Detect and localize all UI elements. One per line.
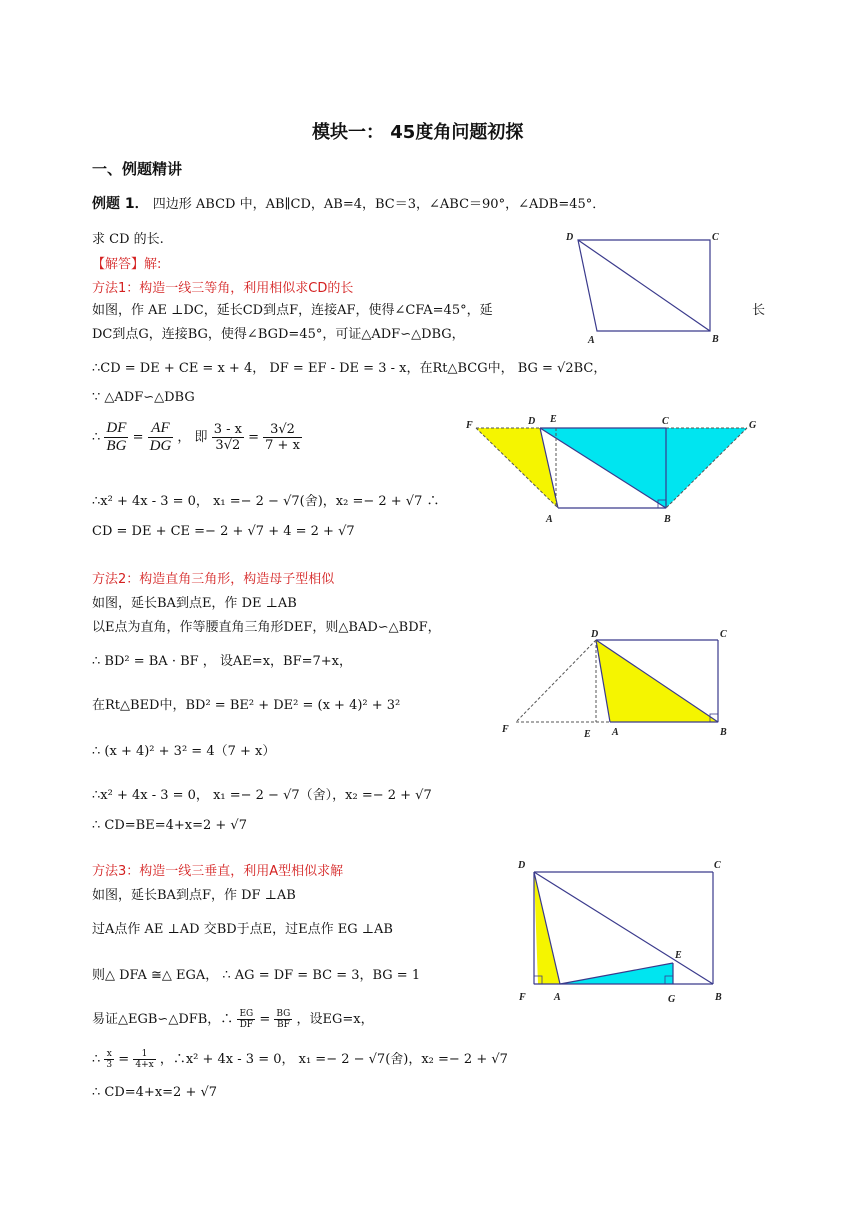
fraction: $\frac{1}{4+x}$: [135, 1049, 154, 1070]
figure-1-trapezoid: [560, 228, 730, 348]
svg-text:D: D: [591, 629, 599, 640]
method1-line3: ∴CD = DE + CE = x + 4， DF = EF - DE = 3 - x，在Rt△BCG中， BG = √2BC，: [92, 361, 607, 376]
method3-heading: 方法3：构造一线三垂直，利用A型相似求解: [92, 864, 344, 879]
fraction: $\frac{EG}{DF}$: [239, 1009, 254, 1030]
method1-line1: 如图，作 AE ⊥DC，延长CD到点F，连接AF，使得∠CFA=45°，延: [92, 303, 493, 318]
section-heading: 一、例题精讲: [92, 160, 183, 178]
method3-line1: 如图，延长BA到点F，作 DF ⊥AB: [92, 888, 296, 903]
svg-text:E: E: [675, 950, 682, 961]
svg-text:B: B: [712, 334, 719, 345]
answer-label: 【解答】解:: [92, 257, 162, 272]
method2-line7: ∴ CD=BE=4+x=2 + √7: [92, 818, 247, 833]
svg-text:A: A: [546, 514, 553, 525]
method2-line5: ∴ (x + 4)² + 3² = 4（7 + x）: [92, 744, 276, 759]
method1-line4: ∵ △ADF∽△DBG: [92, 390, 195, 405]
method2-line3: ∴ BD² = BA · BF ， 设AE=x，BF=7+x，: [92, 654, 352, 669]
svg-text:B: B: [715, 992, 722, 1003]
method1-heading: 方法1：构造一线三等角，利用相似求CD的长: [92, 281, 354, 296]
figure-4-method3: [510, 852, 735, 1012]
svg-text:B: B: [664, 514, 671, 525]
svg-text:E: E: [584, 729, 591, 740]
fraction: $\frac{DF}{BG}$: [106, 420, 127, 454]
method1-line2: DC到点G，连接BG，使得∠BGD=45°，可证△ADF∽△DBG，: [92, 327, 465, 342]
svg-text:F: F: [502, 724, 509, 735]
method3-line2: 过A点作 AE ⊥AD 交BD于点E，过E点作 EG ⊥AB: [92, 922, 393, 937]
figure-2-method1: [462, 412, 772, 527]
example-statement: [92, 193, 605, 213]
svg-text:E: E: [550, 414, 557, 425]
svg-text:A: A: [588, 335, 595, 346]
svg-text:C: C: [720, 629, 727, 640]
method2-line2: 以E点为直角，作等腰直角三角形DEF，则△BAD∽△BDF，: [92, 620, 441, 635]
svg-text:A: A: [612, 727, 619, 738]
figure-3-method2: [498, 625, 738, 745]
svg-text:D: D: [518, 860, 526, 871]
svg-text:C: C: [714, 860, 721, 871]
example-label: 例题 1．: [92, 196, 149, 212]
method2-line1: 如图，延长BA到点E，作 DE ⊥AB: [92, 596, 297, 611]
method1-line7: CD = DE + CE =− 2 + √7 + 4 = 2 + √7: [92, 524, 355, 539]
method1-line1-end: 长: [752, 303, 766, 318]
method3-line6: ∴ CD=4+x=2 + √7: [92, 1085, 218, 1100]
page-title: 模块一： 45度角问题初探: [312, 122, 524, 143]
method2-line4: 在Rt△BED中，BD² = BE² + DE² = (x + 4)² + 3²: [92, 698, 401, 713]
svg-text:A: A: [554, 992, 561, 1003]
svg-text:G: G: [749, 420, 757, 431]
fraction: $\frac{3√2}{7 + x}$: [265, 422, 300, 453]
method2-line6: ∴x² + 4x - 3 = 0， x₁ =− 2 − √7（舍），x₂ =− 2 + √7: [92, 788, 432, 803]
method1-proportion: ∴ $\frac{DF}{BG}$ = $\frac{AF}{DG}$ ， 即 $\frac{3 - x}{3√2}$ = $\frac{3√2}{7 + x}$: [92, 420, 300, 454]
method3-line4: 易证△EGB∽△DFB，∴ $\frac{EG}{DF}$ = $\frac{BG}{BF}$ ，设EG=x，: [92, 1009, 374, 1030]
svg-text:F: F: [466, 420, 473, 431]
fraction: $\frac{3 - x}{3√2}$: [213, 422, 242, 453]
svg-text:C: C: [662, 416, 669, 427]
fraction: $\frac{x}{3}$: [106, 1049, 113, 1070]
method3-line3: 则△ DFA ≅△ EGA， ∴ AG = DF = BC = 3，BG = 1: [92, 968, 421, 983]
method2-heading: 方法2：构造直角三角形，构造母子型相似: [92, 572, 335, 587]
svg-text:C: C: [712, 232, 719, 243]
fraction: $\frac{BG}{BF}$: [276, 1009, 291, 1030]
svg-text:F: F: [519, 992, 526, 1003]
method3-line5: ∴ $\frac{x}{3}$ = $\frac{1}{4+x}$ ，∴x² + 4x - 3 = 0， x₁ =− 2 − √7(舍)，x₂ =− 2 + √7: [92, 1049, 508, 1070]
svg-text:B: B: [720, 727, 727, 738]
svg-text:D: D: [566, 232, 574, 243]
method1-line6: ∴x² + 4x - 3 = 0， x₁ =− 2 − √7(舍)，x₂ =− 2 + √7 ∴: [92, 494, 440, 509]
svg-text:G: G: [668, 994, 676, 1005]
example-question: 求 CD 的长.: [92, 232, 164, 247]
svg-text:D: D: [528, 416, 536, 427]
fraction: $\frac{AF}{DG}$: [149, 420, 172, 454]
example-text: 四边形 ABCD 中，AB∥CD，AB=4，BC＝3，∠ABC＝90°，∠ADB=45°．: [152, 197, 606, 212]
